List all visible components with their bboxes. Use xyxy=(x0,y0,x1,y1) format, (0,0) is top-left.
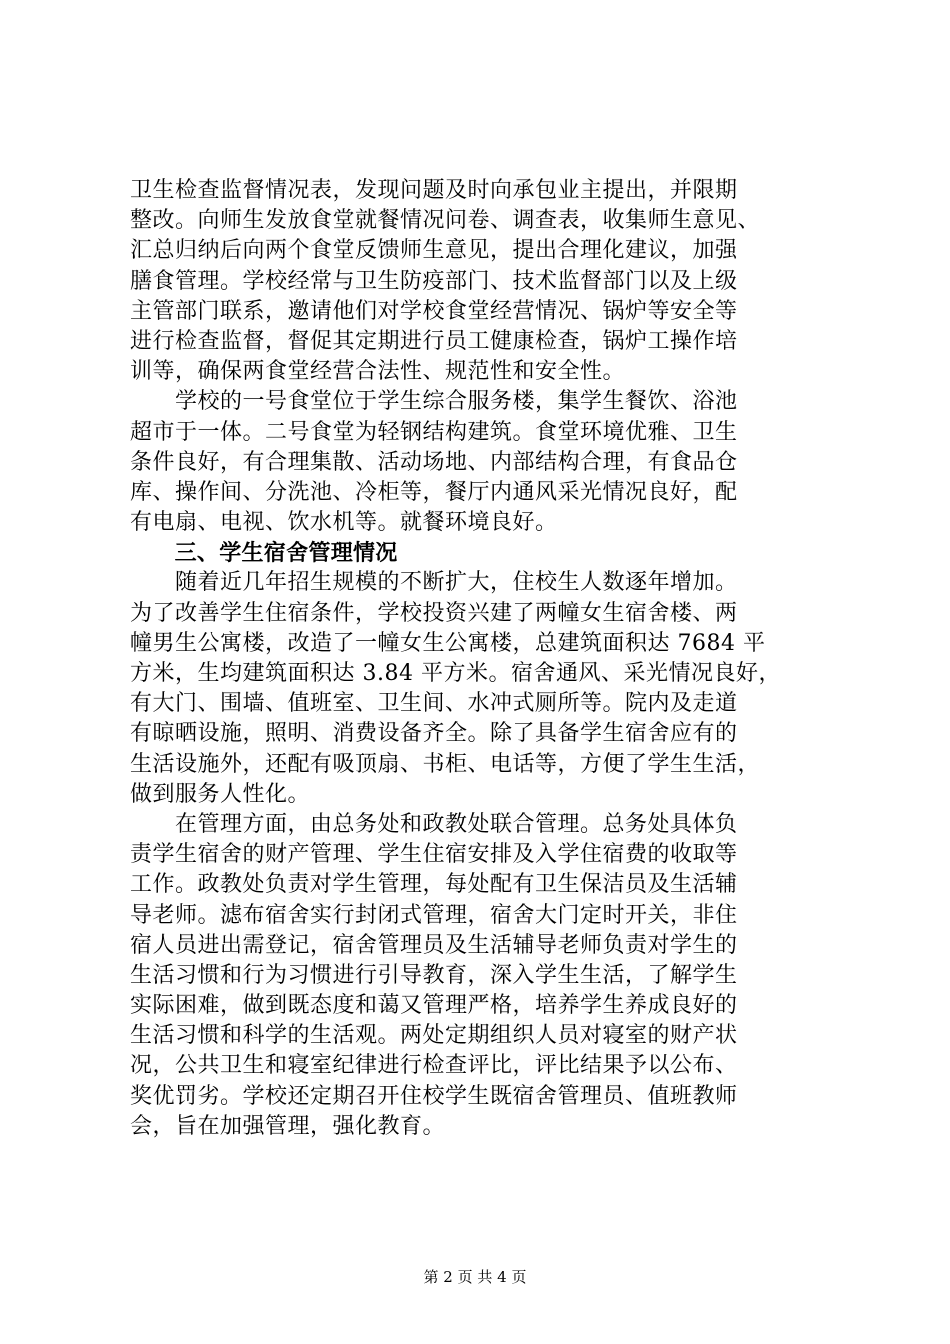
text-line: 学校的一号食堂位于学生综合服务楼，集学生餐饮、浴池 xyxy=(130,389,738,415)
text-line: 做到服务人性化。 xyxy=(130,781,311,807)
text-line: 主管部门联系，邀请他们对学校食堂经营情况、锅炉等安全等 xyxy=(130,298,738,324)
text-line: 生活习惯和行为习惯进行引导教育，深入学生生活，了解学生 xyxy=(130,962,738,988)
page-number-footer: 第 2 页 共 4 页 xyxy=(423,1268,527,1286)
text-line: 工作。政教处负责对学生管理，每处配有卫生保洁员及生活辅 xyxy=(130,872,738,898)
text-line: 有电扇、电视、饮水机等。就餐环境良好。 xyxy=(130,510,558,536)
text-line: 奖优罚劣。学校还定期召开住校学生既宿舍管理员、值班教师 xyxy=(130,1083,738,1109)
text-line: 库、操作间、分洗池、冷柜等，餐厅内通风采光情况良好，配 xyxy=(130,479,738,505)
text-line: 为了改善学生住宿条件，学校投资兴建了两幢女生宿舍楼、两 xyxy=(130,600,738,626)
text-line: 整改。向师生发放食堂就餐情况问卷、调查表，收集师生意见、 xyxy=(130,208,761,234)
text-line: 卫生检查监督情况表，发现问题及时向承包业主提出，并限期 xyxy=(130,178,738,203)
text-line: 膳食管理。学校经常与卫生防疫部门、技术监督部门以及上级 xyxy=(130,268,738,294)
text-line: 导老师。滤布宿舍实行封闭式管理，宿舍大门定时开关，非住 xyxy=(130,902,738,928)
section-heading: 三、学生宿舍管理情况 xyxy=(130,540,398,567)
text-line: 会，旨在加强管理，强化教育。 xyxy=(130,1113,446,1139)
text-line: 有大门、围墙、值班室、卫生间、水冲式厕所等。院内及走道 xyxy=(130,691,738,717)
text-line: 生活设施外，还配有吸顶扇、书柜、电话等，方便了学生生活， xyxy=(130,751,761,777)
text-line: 随着近几年招生规模的不断扩大，住校生人数逐年增加。 xyxy=(130,570,738,596)
text-line: 训等，确保两食堂经营合法性、规范性和安全性。 xyxy=(130,359,626,385)
text-line: 生活习惯和科学的生活观。两处定期组织人员对寝室的财产状 xyxy=(130,1023,738,1049)
text-line: 进行检查监督，督促其定期进行员工健康检查，锅炉工操作培 xyxy=(130,328,738,354)
text-line: 宿人员进出需登记，宿舍管理员及生活辅导老师负责对学生的 xyxy=(130,932,738,958)
body-text xyxy=(130,176,830,1142)
text-line: 幢男生公寓楼，改造了一幢女生公寓楼，总建筑面积达 7684 平 xyxy=(130,630,766,656)
text-line: 条件良好，有合理集散、活动场地、内部结构合理，有食品仓 xyxy=(130,449,738,475)
text-line: 在管理方面，由总务处和政教处联合管理。总务处具体负 xyxy=(130,811,738,837)
text-line: 方米，生均建筑面积达 3.84 平方米。宿舍通风、采光情况良好， xyxy=(130,661,781,686)
text-line: 责学生宿舍的财产管理、学生住宿安排及入学住宿费的收取等 xyxy=(130,842,738,868)
text-line: 汇总归纳后向两个食堂反馈师生意见，提出合理化建议，加强 xyxy=(130,238,738,264)
text-line: 况，公共卫生和寝室纪律进行检查评比，评比结果予以公布、 xyxy=(130,1053,738,1079)
text-line: 超市于一体。二号食堂为轻钢结构建筑。食堂环境优雅、卫生 xyxy=(130,419,738,445)
text-line: 有晾晒设施，照明、消费设备齐全。除了具备学生宿舍应有的 xyxy=(130,721,738,747)
text-line: 实际困难，做到既态度和蔼又管理严格，培养学生养成良好的 xyxy=(130,993,738,1019)
